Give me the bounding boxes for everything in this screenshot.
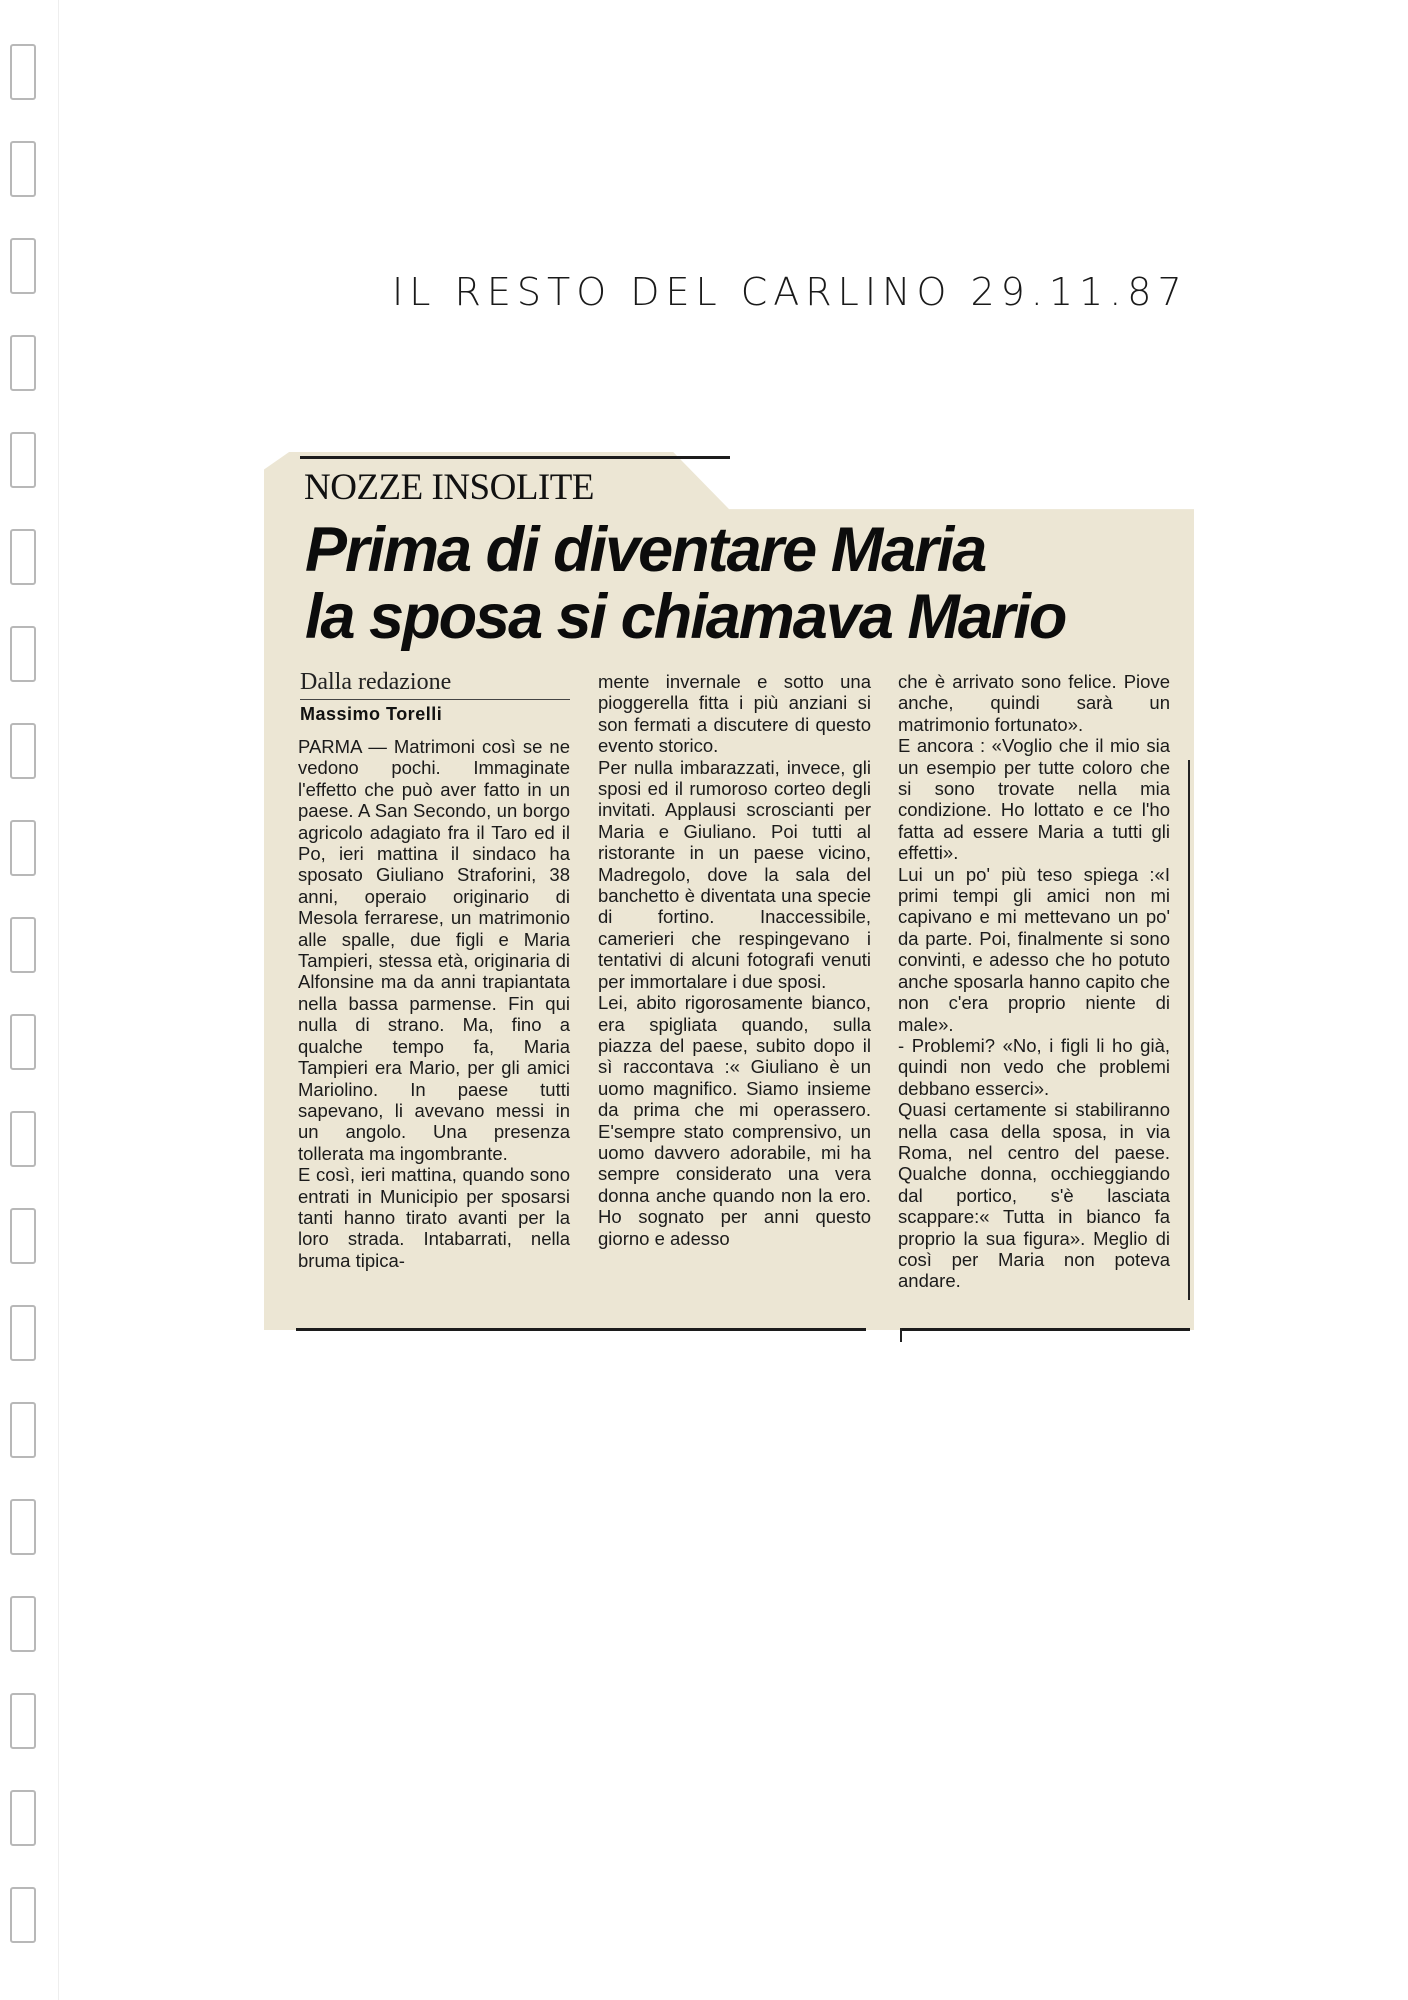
binder-hole (10, 1499, 36, 1555)
binder-hole (10, 1790, 36, 1846)
bottom-rule-left (296, 1328, 866, 1331)
binder-hole (10, 1887, 36, 1943)
binder-hole (10, 141, 36, 197)
binder-hole (10, 432, 36, 488)
dateline: Dalla redazione (300, 669, 452, 695)
binder-hole (10, 1693, 36, 1749)
binder-hole (10, 335, 36, 391)
headline-line-1: Prima di diventare Maria (305, 515, 986, 585)
binder-hole (10, 529, 36, 585)
column-rule (900, 1328, 902, 1342)
byline (300, 669, 570, 725)
paragraph: Per nulla imbarazzati, invece, gli sposi ed il rumoroso corteo degli invitati. Applausi scroscianti per Maria e Giuliano. Poi tutti al ristorante in un paese vicino, Madregolo, dove la sala del banchetto è diventata una specie di fortino. Inaccessibile, camerieri che respingevano i tentativi di alcuni fotografi venuti per immortalare i due sposi. (598, 756, 871, 992)
binder-hole (10, 1402, 36, 1458)
byline-rule (300, 699, 570, 700)
margin-line (58, 0, 59, 2000)
binder-hole (10, 1208, 36, 1264)
article-column-2 (598, 671, 871, 1249)
paragraph: Quasi certamente si stabiliranno nella casa della sposa, in via Roma, nel centro del paese. Qualche donna, occhieggiando dal portico, s'è lasciata scappare:« Tutta in bianco fa proprio la sua figura». Meglio di così per Maria non poteva andare. (898, 1099, 1170, 1292)
binder-hole (10, 820, 36, 876)
binder-hole (10, 917, 36, 973)
paragraph: PARMA — Matrimoni così se ne vedono pochi. Immaginate l'effetto che può aver fatto in un paese. A San Secondo, un borgo agricolo adagiato fra il Taro ed il Po, ieri mattina il sindaco ha sposato Giuliano Straforini, 38 anni, operaio originario di Mesola ferrarese, un matrimonio alle spalle, due figli e Maria Tampieri, stessa età, originaria di Alfonsine ma da anni trapiantata nella bassa parmense. Fin qui nulla di strano. Ma, fino a qualche tempo fa, Maria Tampieri era Mario, per gli amici Mariolino. In paese tutti sapevano, li avevano messi in un angolo. Una presenza tollerata ma ingombrante. (298, 736, 570, 1164)
paragraph: che è arrivato sono felice. Piove anche, quindi sarà un matrimonio fortunato». (898, 671, 1170, 735)
binder-hole (10, 723, 36, 779)
binder-hole (10, 1014, 36, 1070)
bottom-rule-right (900, 1328, 1190, 1331)
article-kicker: NOZZE INSOLITE (304, 467, 594, 508)
top-rule (300, 456, 730, 459)
right-edge-rule (1188, 760, 1190, 1300)
handwritten-source-note: IL RESTO DEL CARLINO 29.11.87 (392, 270, 1188, 314)
paragraph: Lui un po' più teso spiega :«I primi tempi gli amici non mi capivano e mi mettevano un po' da parte. Poi, finalmente si sono convinti, e adesso che ho potuto anche sposarla hanno capito che non c'era proprio niente di male». (898, 863, 1170, 1035)
binder-hole (10, 1111, 36, 1167)
binder-hole (10, 44, 36, 100)
binder-hole (10, 1305, 36, 1361)
paragraph: E così, ieri mattina, quando sono entrati in Municipio per sposarsi tanti hanno tirato avanti per la loro strada. Intabarrati, nella bruma tipica- (298, 1164, 570, 1271)
binder-hole (10, 626, 36, 682)
binder-hole (10, 238, 36, 294)
author-name: Massimo Torelli (300, 704, 443, 724)
article-column-3 (898, 671, 1170, 1292)
paragraph: E ancora : «Voglio che il mio sia un esempio per tutte coloro che si sono trovate nella mia condizione. Ho lottato e ce l'ho fatta ad essere Maria a tutti gli effetti». (898, 735, 1170, 864)
headline-line-2: la sposa si chiamava Mario (305, 582, 1066, 652)
binder-hole (10, 1596, 36, 1652)
paragraph: mente invernale e sotto una pioggerella fitta i più anziani si son fermati a discutere di questo evento storico. (598, 671, 871, 757)
article-headline (305, 517, 1185, 651)
paragraph: - Problemi? «No, i figli li ho già, quindi non vedo che problemi debbano esserci». (898, 1034, 1170, 1099)
article-column-1 (298, 736, 570, 1271)
paragraph: Lei, abito rigorosamente bianco, era spigliata quando, sulla piazza del paese, subito dopo il sì raccontava :« Giuliano è un uomo magnifico. Siamo insieme da prima che mi operassero. E'sempre stato comprensivo, un uomo davvero adorabile, mi ha sempre considerato una vera donna anche quando non la ero. Ho sognato per anni questo giorno e adesso (598, 992, 871, 1249)
binder-holes (10, 0, 50, 2000)
